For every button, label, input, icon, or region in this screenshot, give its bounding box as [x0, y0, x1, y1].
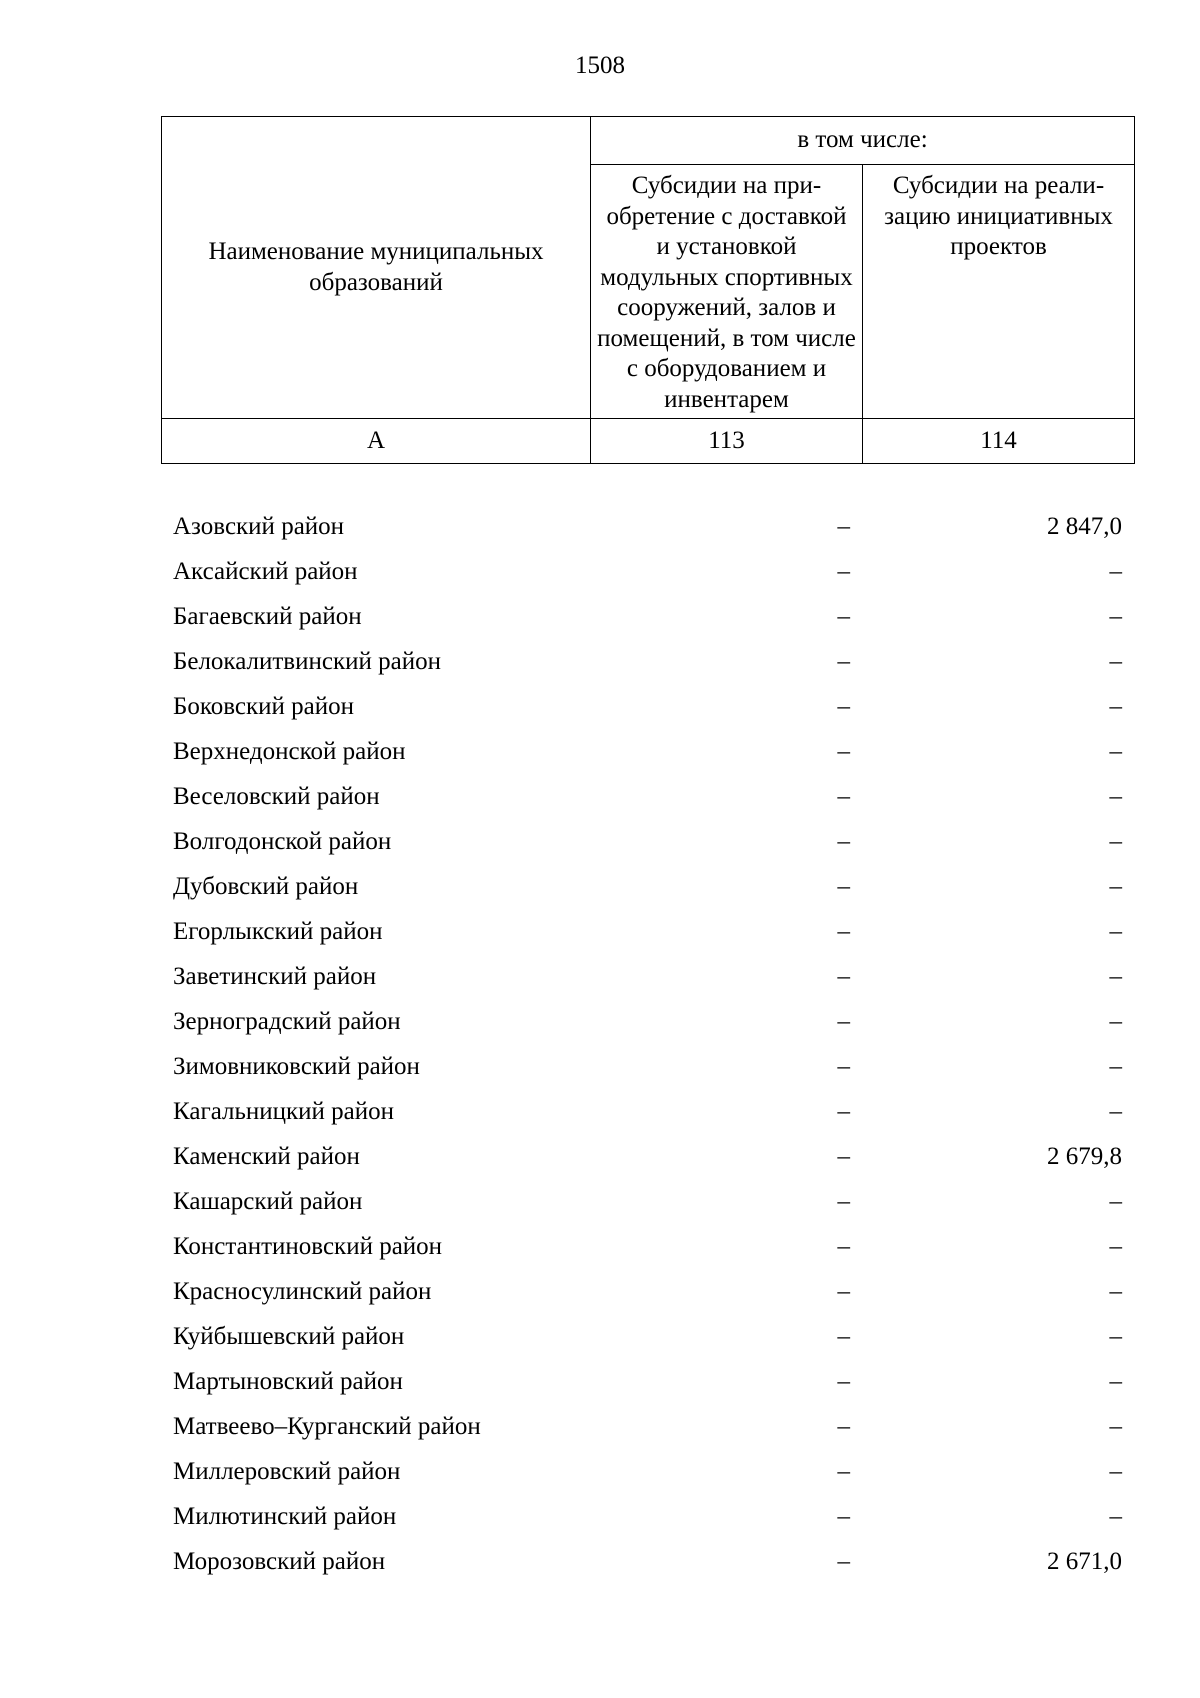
row-value-113: –	[837, 692, 850, 720]
index-col-114: 114	[863, 419, 1135, 464]
row-name: Куйбышевский район	[173, 1322, 405, 1350]
row-value-114: –	[1109, 1412, 1122, 1440]
row-name: Волгодонской район	[173, 827, 392, 855]
row-value-114: –	[1109, 917, 1122, 945]
row-value-113: –	[837, 557, 850, 585]
index-col-113: 113	[591, 419, 863, 464]
table-row	[161, 999, 1134, 1044]
row-value-114: –	[1109, 1457, 1122, 1485]
table-row	[161, 549, 1134, 594]
header-municipality-name: Наименование муниципальных образований	[162, 117, 591, 419]
row-name: Багаевский район	[173, 602, 362, 630]
row-value-113: –	[837, 917, 850, 945]
row-value-114: –	[1109, 1502, 1122, 1530]
row-name: Красносулинский район	[173, 1277, 432, 1305]
table-row	[161, 1449, 1134, 1494]
row-value-113: –	[837, 1007, 850, 1035]
row-value-113: –	[837, 1187, 850, 1215]
table-row	[161, 1539, 1134, 1584]
header-col-113: Субсидии на приобретение с доставкой и установкой модульных спортивных сооружений, залов и помещений, в том числе с оборудованием и инвентарем	[591, 165, 863, 419]
index-name-col: А	[162, 419, 591, 464]
row-value-114: –	[1109, 962, 1122, 990]
row-name: Аксайский район	[173, 557, 358, 585]
row-value-113: –	[837, 647, 850, 675]
row-name: Азовский район	[173, 512, 345, 540]
table-row	[161, 729, 1134, 774]
row-value-114: –	[1109, 827, 1122, 855]
row-name: Морозовский район	[173, 1547, 386, 1575]
row-value-113: –	[837, 512, 850, 540]
table-row	[161, 1494, 1134, 1539]
page-number: 1508	[575, 52, 625, 79]
row-value-113: –	[837, 1097, 850, 1125]
row-name: Зерноградский район	[173, 1007, 401, 1035]
row-name: Верхнедонской район	[173, 737, 406, 765]
table-row	[161, 864, 1134, 909]
row-value-114: 2 671,0	[1047, 1547, 1122, 1575]
row-value-113: –	[837, 1412, 850, 1440]
row-name: Миллеровский район	[173, 1457, 401, 1485]
row-value-114: –	[1109, 1007, 1122, 1035]
row-name: Матвеево–Курганский район	[173, 1412, 481, 1440]
row-value-114: –	[1109, 647, 1122, 675]
table-row	[161, 639, 1134, 684]
table-row	[161, 594, 1134, 639]
row-name: Зимовниковский район	[173, 1052, 420, 1080]
table-row	[161, 1269, 1134, 1314]
table-row	[161, 1134, 1134, 1179]
row-value-114: –	[1109, 557, 1122, 585]
row-value-113: –	[837, 737, 850, 765]
row-name: Милютинский район	[173, 1502, 397, 1530]
row-value-113: –	[837, 1322, 850, 1350]
row-value-114: –	[1109, 1322, 1122, 1350]
row-value-114: –	[1109, 1367, 1122, 1395]
header-group-including: в том числе:	[591, 117, 1135, 165]
row-name: Заветинский район	[173, 962, 377, 990]
table-header	[161, 116, 1135, 464]
row-value-113: –	[837, 827, 850, 855]
row-value-114: –	[1109, 1052, 1122, 1080]
row-name: Веселовский район	[173, 782, 380, 810]
row-value-114: –	[1109, 1277, 1122, 1305]
table-row	[161, 504, 1134, 549]
table-body	[161, 504, 1134, 1584]
table-row	[161, 1404, 1134, 1449]
table-row	[161, 1224, 1134, 1269]
row-value-114: –	[1109, 1232, 1122, 1260]
table-row	[161, 909, 1134, 954]
row-value-113: –	[837, 872, 850, 900]
row-value-113: –	[837, 962, 850, 990]
header-col-114: Субсидии на реализацию инициативных проектов	[863, 165, 1135, 419]
row-name: Боковский район	[173, 692, 354, 720]
table-row	[161, 819, 1134, 864]
row-value-113: –	[837, 1277, 850, 1305]
row-name: Кашарский район	[173, 1187, 363, 1215]
table-row	[161, 1044, 1134, 1089]
row-value-113: –	[837, 1367, 850, 1395]
row-value-113: –	[837, 782, 850, 810]
row-value-114: –	[1109, 872, 1122, 900]
row-value-114: 2 847,0	[1047, 512, 1122, 540]
row-value-114: 2 679,8	[1047, 1142, 1122, 1170]
row-value-113: –	[837, 602, 850, 630]
row-value-113: –	[837, 1502, 850, 1530]
row-value-114: –	[1109, 1187, 1122, 1215]
row-value-113: –	[837, 1232, 850, 1260]
row-value-114: –	[1109, 737, 1122, 765]
row-value-114: –	[1109, 602, 1122, 630]
row-value-113: –	[837, 1142, 850, 1170]
row-value-114: –	[1109, 1097, 1122, 1125]
row-name: Мартыновский район	[173, 1367, 403, 1395]
table-row	[161, 774, 1134, 819]
table-row	[161, 1314, 1134, 1359]
row-name: Каменский район	[173, 1142, 360, 1170]
row-name: Егорлыкский район	[173, 917, 383, 945]
row-value-114: –	[1109, 782, 1122, 810]
table-row	[161, 1179, 1134, 1224]
row-value-113: –	[837, 1052, 850, 1080]
table-row	[161, 954, 1134, 999]
table-row	[161, 684, 1134, 729]
table-row	[161, 1359, 1134, 1404]
row-value-113: –	[837, 1457, 850, 1485]
table-row	[161, 1089, 1134, 1134]
row-name: Константиновский район	[173, 1232, 443, 1260]
row-name: Дубовский район	[173, 872, 359, 900]
row-value-113: –	[837, 1547, 850, 1575]
row-name: Белокалитвинский район	[173, 647, 441, 675]
row-value-114: –	[1109, 692, 1122, 720]
row-name: Кагальницкий район	[173, 1097, 395, 1125]
